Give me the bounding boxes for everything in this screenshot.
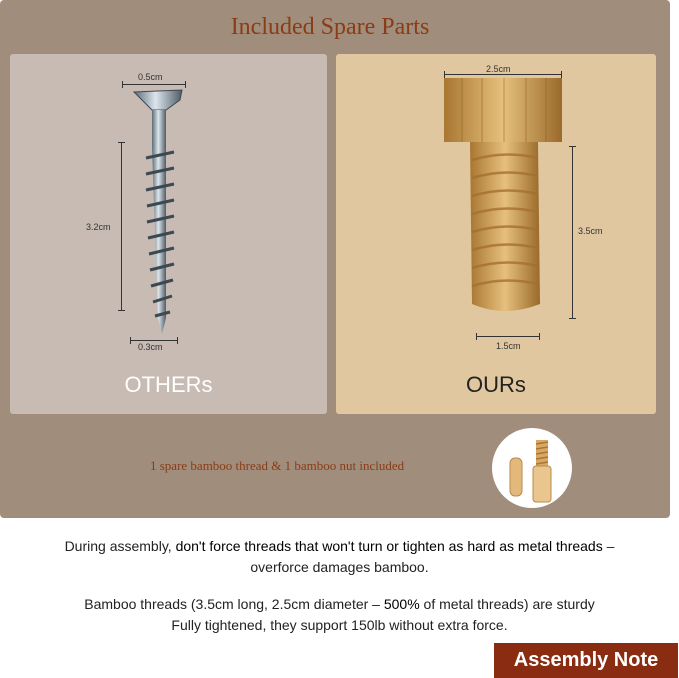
dim-tick — [476, 333, 477, 340]
dim-tick — [561, 71, 562, 78]
assembly-caption-1 — [0, 536, 679, 578]
bamboo-pieces-image — [492, 428, 572, 508]
ours-label: OURs — [466, 372, 526, 397]
spare-parts-photo — [492, 428, 572, 508]
caption-text: – — [602, 538, 615, 554]
caption-text: Fully tightened, they support 150lb without extra force. — [171, 617, 508, 633]
ours-bottom-dim: 1.5cm — [496, 341, 521, 351]
caption-text: Bamboo threads (3.5cm long, 2.5cm diameter – — [84, 596, 384, 612]
others-label: OTHERs — [124, 372, 213, 397]
ours-length-dim: 3.5cm — [578, 226, 603, 236]
dim-tick — [130, 337, 131, 344]
top-dim-line — [444, 74, 562, 75]
caption-text: of metal threads) are sturdy — [419, 596, 595, 612]
bottom-dim-line — [130, 340, 178, 341]
dim-tick — [444, 71, 445, 78]
others-length-dim: 3.2cm — [86, 222, 111, 232]
ours-top-dim: 2.5cm — [486, 64, 511, 74]
dim-tick — [569, 146, 576, 147]
metal-screw-image — [122, 88, 192, 338]
dim-tick — [177, 337, 178, 344]
dim-tick — [185, 81, 186, 88]
caption-text: During assembly, — [64, 538, 176, 554]
dim-tick — [539, 333, 540, 340]
caption-emphasis: 500% — [383, 596, 420, 612]
caption-emphasis: don't force threads that won't turn or tighten as hard as metal threads — [175, 538, 603, 554]
top-dim-line — [122, 84, 186, 85]
bamboo-thread-image — [442, 78, 566, 328]
others-top-dim: 0.5cm — [138, 72, 163, 82]
assembly-note-badge: Assembly Note — [494, 643, 678, 678]
dim-tick — [569, 318, 576, 319]
spare-parts-note: 1 spare bamboo thread & 1 bamboo nut included — [150, 458, 405, 473]
panel-title: Included Spare Parts — [230, 14, 430, 40]
others-bottom-dim: 0.3cm — [138, 342, 163, 352]
others-card — [10, 54, 327, 414]
assembly-caption-2 — [0, 594, 679, 636]
caption-text: overforce damages bamboo. — [250, 559, 429, 575]
bottom-dim-line — [476, 336, 540, 337]
ours-card — [336, 54, 656, 414]
length-dim-line — [572, 146, 573, 318]
dim-tick — [122, 81, 123, 88]
